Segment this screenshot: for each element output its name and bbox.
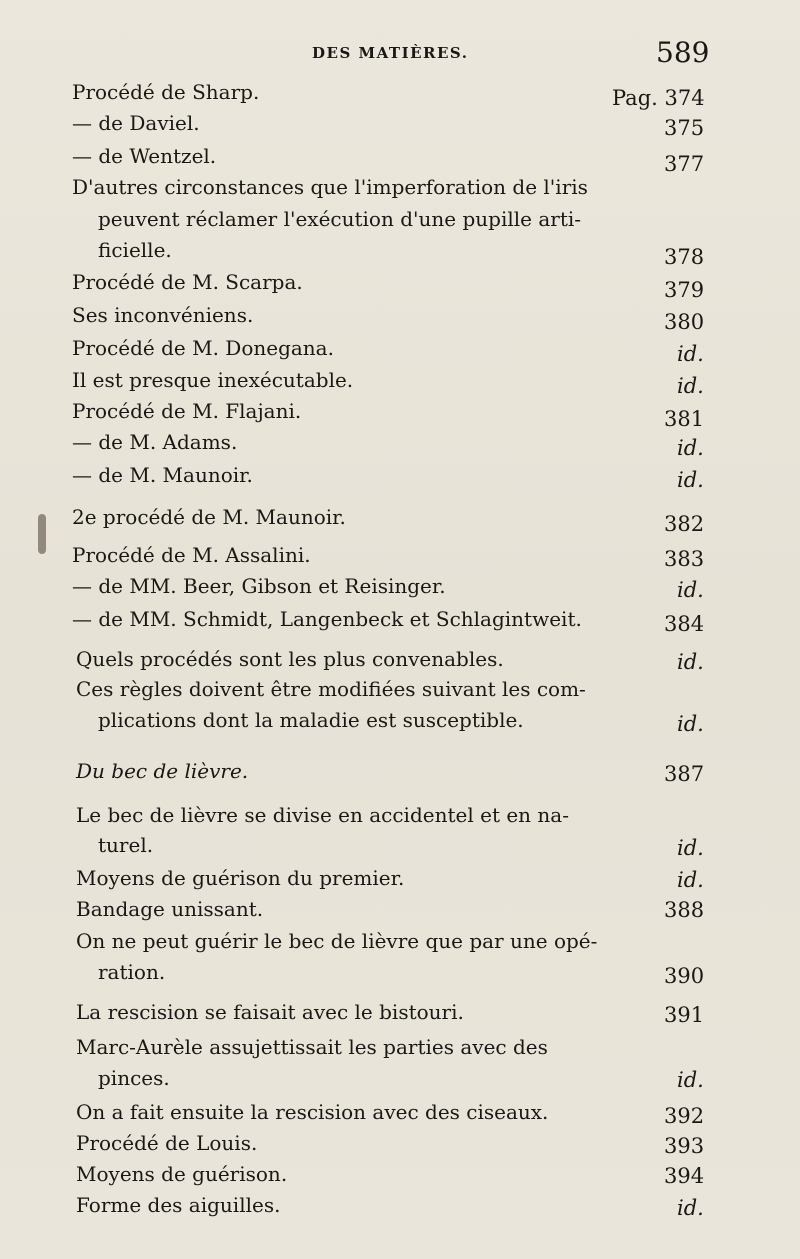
index-entry-text: Procédé de Louis. [76, 1131, 258, 1155]
index-entry-ref: id. [677, 578, 704, 602]
index-entry-ref: id. [677, 650, 704, 674]
index-entry-ref: id. [677, 374, 704, 398]
index-entry-ref: id. [677, 1196, 704, 1220]
index-entry-ref: 380 [664, 310, 705, 334]
index-entry-ref: 393 [664, 1134, 705, 1158]
index-entry-ref: id. [677, 1068, 704, 1092]
index-entry-text: Bandage unissant. [76, 897, 264, 921]
page-number: 589 [656, 36, 710, 69]
index-entry-text: ration. [98, 960, 166, 984]
index-entry-text: Procédé de Sharp. [72, 80, 260, 104]
index-entry-ref: 375 [664, 116, 705, 140]
index-entry-ref: id. [677, 836, 704, 860]
index-entry-ref: 388 [664, 898, 705, 922]
index-entry-text: Il est presque inexécutable. [72, 368, 354, 392]
index-entry-ref: id. [677, 436, 704, 460]
index-entry-text: Forme des aiguilles. [76, 1193, 281, 1217]
index-entry-ref: id. [677, 342, 704, 366]
index-entry-ref: 394 [664, 1164, 705, 1188]
index-entry-ref: 384 [664, 612, 705, 636]
index-entry-text: La rescision se faisait avec le bistouri. [76, 1000, 464, 1024]
index-entry-text: Moyens de guérison du premier. [76, 866, 405, 890]
index-entry-text: D'autres circonstances que l'imperforation de l'iris [72, 175, 588, 199]
index-entry-ref: 390 [664, 964, 705, 988]
index-entry-text: On ne peut guérir le bec de lièvre que par une opé- [76, 929, 598, 953]
index-entry-ref: Pag. 374 [612, 86, 705, 110]
index-entry-ref: 391 [664, 1003, 705, 1027]
index-section-heading: Du bec de lièvre. [76, 759, 249, 783]
index-entry-text: turel. [98, 833, 154, 857]
index-entry-ref: id. [677, 868, 704, 892]
index-entry-ref: 379 [664, 278, 705, 302]
index-entry-text: Procédé de M. Flajani. [72, 399, 302, 423]
index-entry-text: plications dont la maladie est susceptible. [98, 708, 524, 732]
index-entry-text: Procédé de M. Scarpa. [72, 270, 303, 294]
index-entry-ref: 377 [664, 152, 705, 176]
index-entry-text: Marc-Aurèle assujettissait les parties avec des [76, 1035, 548, 1059]
index-entry-text: peuvent réclamer l'exécution d'une pupille arti- [98, 207, 582, 231]
index-entry-text: Ses inconvéniens. [72, 303, 254, 327]
index-entry-ref: 378 [664, 245, 705, 269]
index-entry-text: — de M. Maunoir. [72, 463, 253, 487]
index-entry-text: — de M. Adams. [72, 430, 238, 454]
index-entry-ref: 383 [664, 547, 705, 571]
index-entry-ref: 381 [664, 407, 705, 431]
index-entry-text: 2e procédé de M. Maunoir. [72, 505, 346, 529]
index-entry-ref: 382 [664, 512, 705, 536]
index-entry-text: Procédé de M. Assalini. [72, 543, 311, 567]
index-entry-ref: id. [677, 712, 704, 736]
index-entry-ref: id. [677, 468, 704, 492]
index-entry-text: — de MM. Beer, Gibson et Reisinger. [72, 574, 446, 598]
index-entry-text: ficielle. [98, 238, 172, 262]
index-entry-text: Ces règles doivent être modifiées suivant les com- [76, 677, 586, 701]
index-entry-text: Procédé de M. Donegana. [72, 336, 334, 360]
index-entry-text: — de Daviel. [72, 111, 200, 135]
index-entry-text: On a fait ensuite la rescision avec des ciseaux. [76, 1100, 549, 1124]
index-entry-ref: 387 [664, 762, 705, 786]
index-entry-text: — de MM. Schmidt, Langenbeck et Schlagintweit. [72, 607, 582, 631]
index-entry-text: Le bec de lièvre se divise en accidentel et en na- [76, 803, 569, 827]
index-entry-text: pinces. [98, 1066, 170, 1090]
index-entry-text: — de Wentzel. [72, 144, 217, 168]
running-head: DES MATIÈRES. [312, 44, 469, 62]
index-entry-ref: 392 [664, 1104, 705, 1128]
index-entry-text: Quels procédés sont les plus convenables. [76, 647, 504, 671]
index-entry-text: Moyens de guérison. [76, 1162, 288, 1186]
